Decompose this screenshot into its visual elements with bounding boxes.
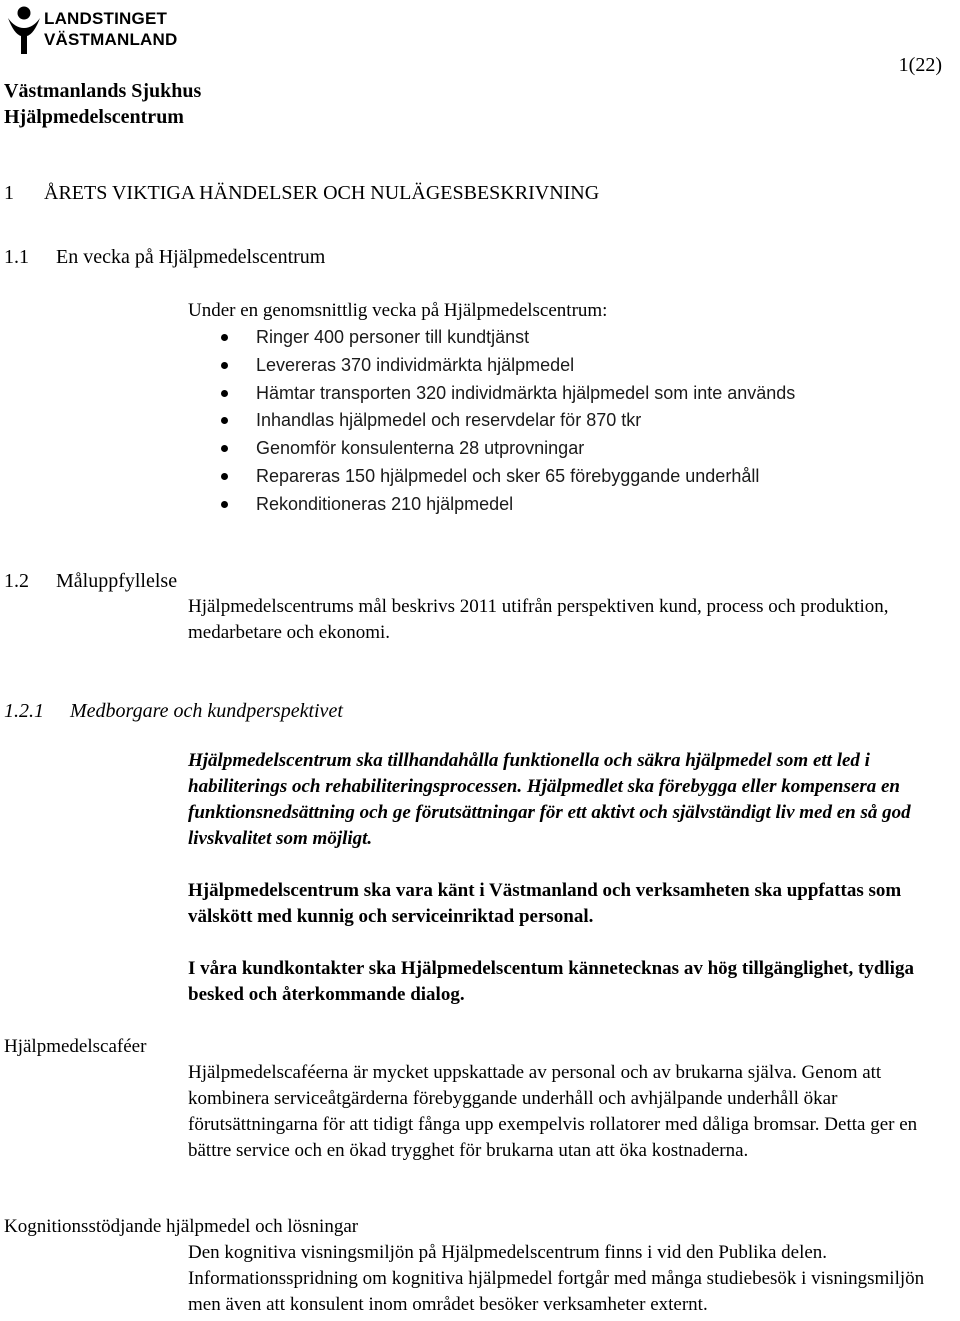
goal-description: Hjälpmedelscentrums mål beskrivs 2011 utifrån perspektiven kund, process och produktion, medarbetare och ekonomi.	[188, 596, 889, 643]
list-item: Rekonditioneras 210 hjälpmedel	[188, 491, 795, 519]
section-number: 1.1	[4, 246, 29, 268]
logo-line-2: VÄSTMANLAND	[44, 30, 178, 49]
list-item: Inhandlas hjälpmedel och reservdelar för 870 tkr	[188, 407, 795, 435]
week-intro: Under en genomsnittlig vecka på Hjälpmedelscentrum:	[188, 300, 608, 321]
logo-wordmark	[44, 8, 177, 50]
cafe-paragraph: Hjälpmedelscaféerna är mycket uppskattade av personal och av brukarna själva. Genom att kombinera serviceåtgärderna förebyggande underhåll och avhjälpande underhåll ökar förutsättningarna för att tidigt fånga upp exempelvis rollatorer med dåliga bromsar. Detta ger en bättre service och en ökad trygghet för brukarna utan att öka kostnaderna.	[188, 1062, 918, 1161]
logo-line-1: LANDSTINGET	[44, 9, 168, 28]
section-title: Medborgare och kundperspektivet	[70, 700, 343, 722]
section-1-2-1-heading	[4, 698, 343, 724]
list-item: Hämtar transporten 320 individmärkta hjälpmedel som inte används	[188, 380, 795, 408]
page-number: 1(22)	[898, 54, 942, 76]
list-item: Levereras 370 individmärkta hjälpmedel	[188, 352, 795, 380]
bullet-icon	[221, 473, 228, 480]
section-title: ÅRETS VIKTIGA HÄNDELSER OCH NULÄGESBESKRIVNING	[44, 182, 600, 204]
customer-goal-paragraph-1: Hjälpmedelscentrum ska tillhandahålla funktionella och säkra hjälpmedel som ett led i habiliterings och rehabiliteringsprocessen. Hjälpmedlet ska förebygga eller kompensera en funktionsnedsättning och ge förutsättningar för ett aktivt och självständigt liv med en så god livskvalitet som möjligt.	[188, 750, 911, 849]
section-title: Måluppfyllelse	[56, 570, 178, 592]
section-number: 1	[4, 182, 14, 204]
bullet-icon	[221, 417, 228, 424]
section-title: En vecka på Hjälpmedelscentrum	[56, 246, 326, 268]
bullet-icon	[221, 334, 228, 341]
list-item: Repareras 150 hjälpmedel och sker 65 förebyggande underhåll	[188, 463, 795, 491]
bullet-icon	[221, 362, 228, 369]
section-number: 1.2	[4, 570, 29, 592]
list-item: Genomför konsulenterna 28 utprovningar	[188, 435, 795, 463]
bullet-icon	[221, 445, 228, 452]
cafe-label: Hjälpmedelscaféer	[4, 1036, 147, 1057]
section-1-2-heading	[4, 568, 177, 594]
section-number: 1.2.1	[4, 700, 44, 722]
section-1-1-heading	[4, 244, 325, 270]
customer-goal-paragraph-2: Hjälpmedelscentrum ska vara känt i Västmanland och verksamheten ska uppfattas som välskött med kunnig och serviceinriktad personal.	[188, 880, 902, 927]
org-name: Västmanlands Sjukhus	[4, 80, 202, 102]
bullet-icon	[221, 501, 228, 508]
list-item: Ringer 400 personer till kundtjänst	[188, 324, 795, 352]
cognition-paragraph: Den kognitiva visningsmiljön på Hjälpmedelscentrum finns i vid den Publika delen. Informationsspridning om kognitiva hjälpmedel fortgår med många studiebesök i visningsmiljön men även att konsulent inom området besöker verksamheter externt.	[188, 1242, 925, 1315]
bullet-icon	[221, 390, 228, 397]
customer-goal-paragraph-3: I våra kundkontakter ska Hjälpmedelscentum kännetecknas av hög tillgänglighet, tydliga besked och återkommande dialog.	[188, 958, 914, 1005]
cognition-label: Kognitionsstödjande hjälpmedel och lösningar	[4, 1216, 359, 1237]
department-name: Hjälpmedelscentrum	[4, 106, 184, 128]
section-1-heading	[4, 180, 599, 206]
organization-header	[4, 78, 201, 130]
week-bullet-list	[188, 324, 795, 519]
